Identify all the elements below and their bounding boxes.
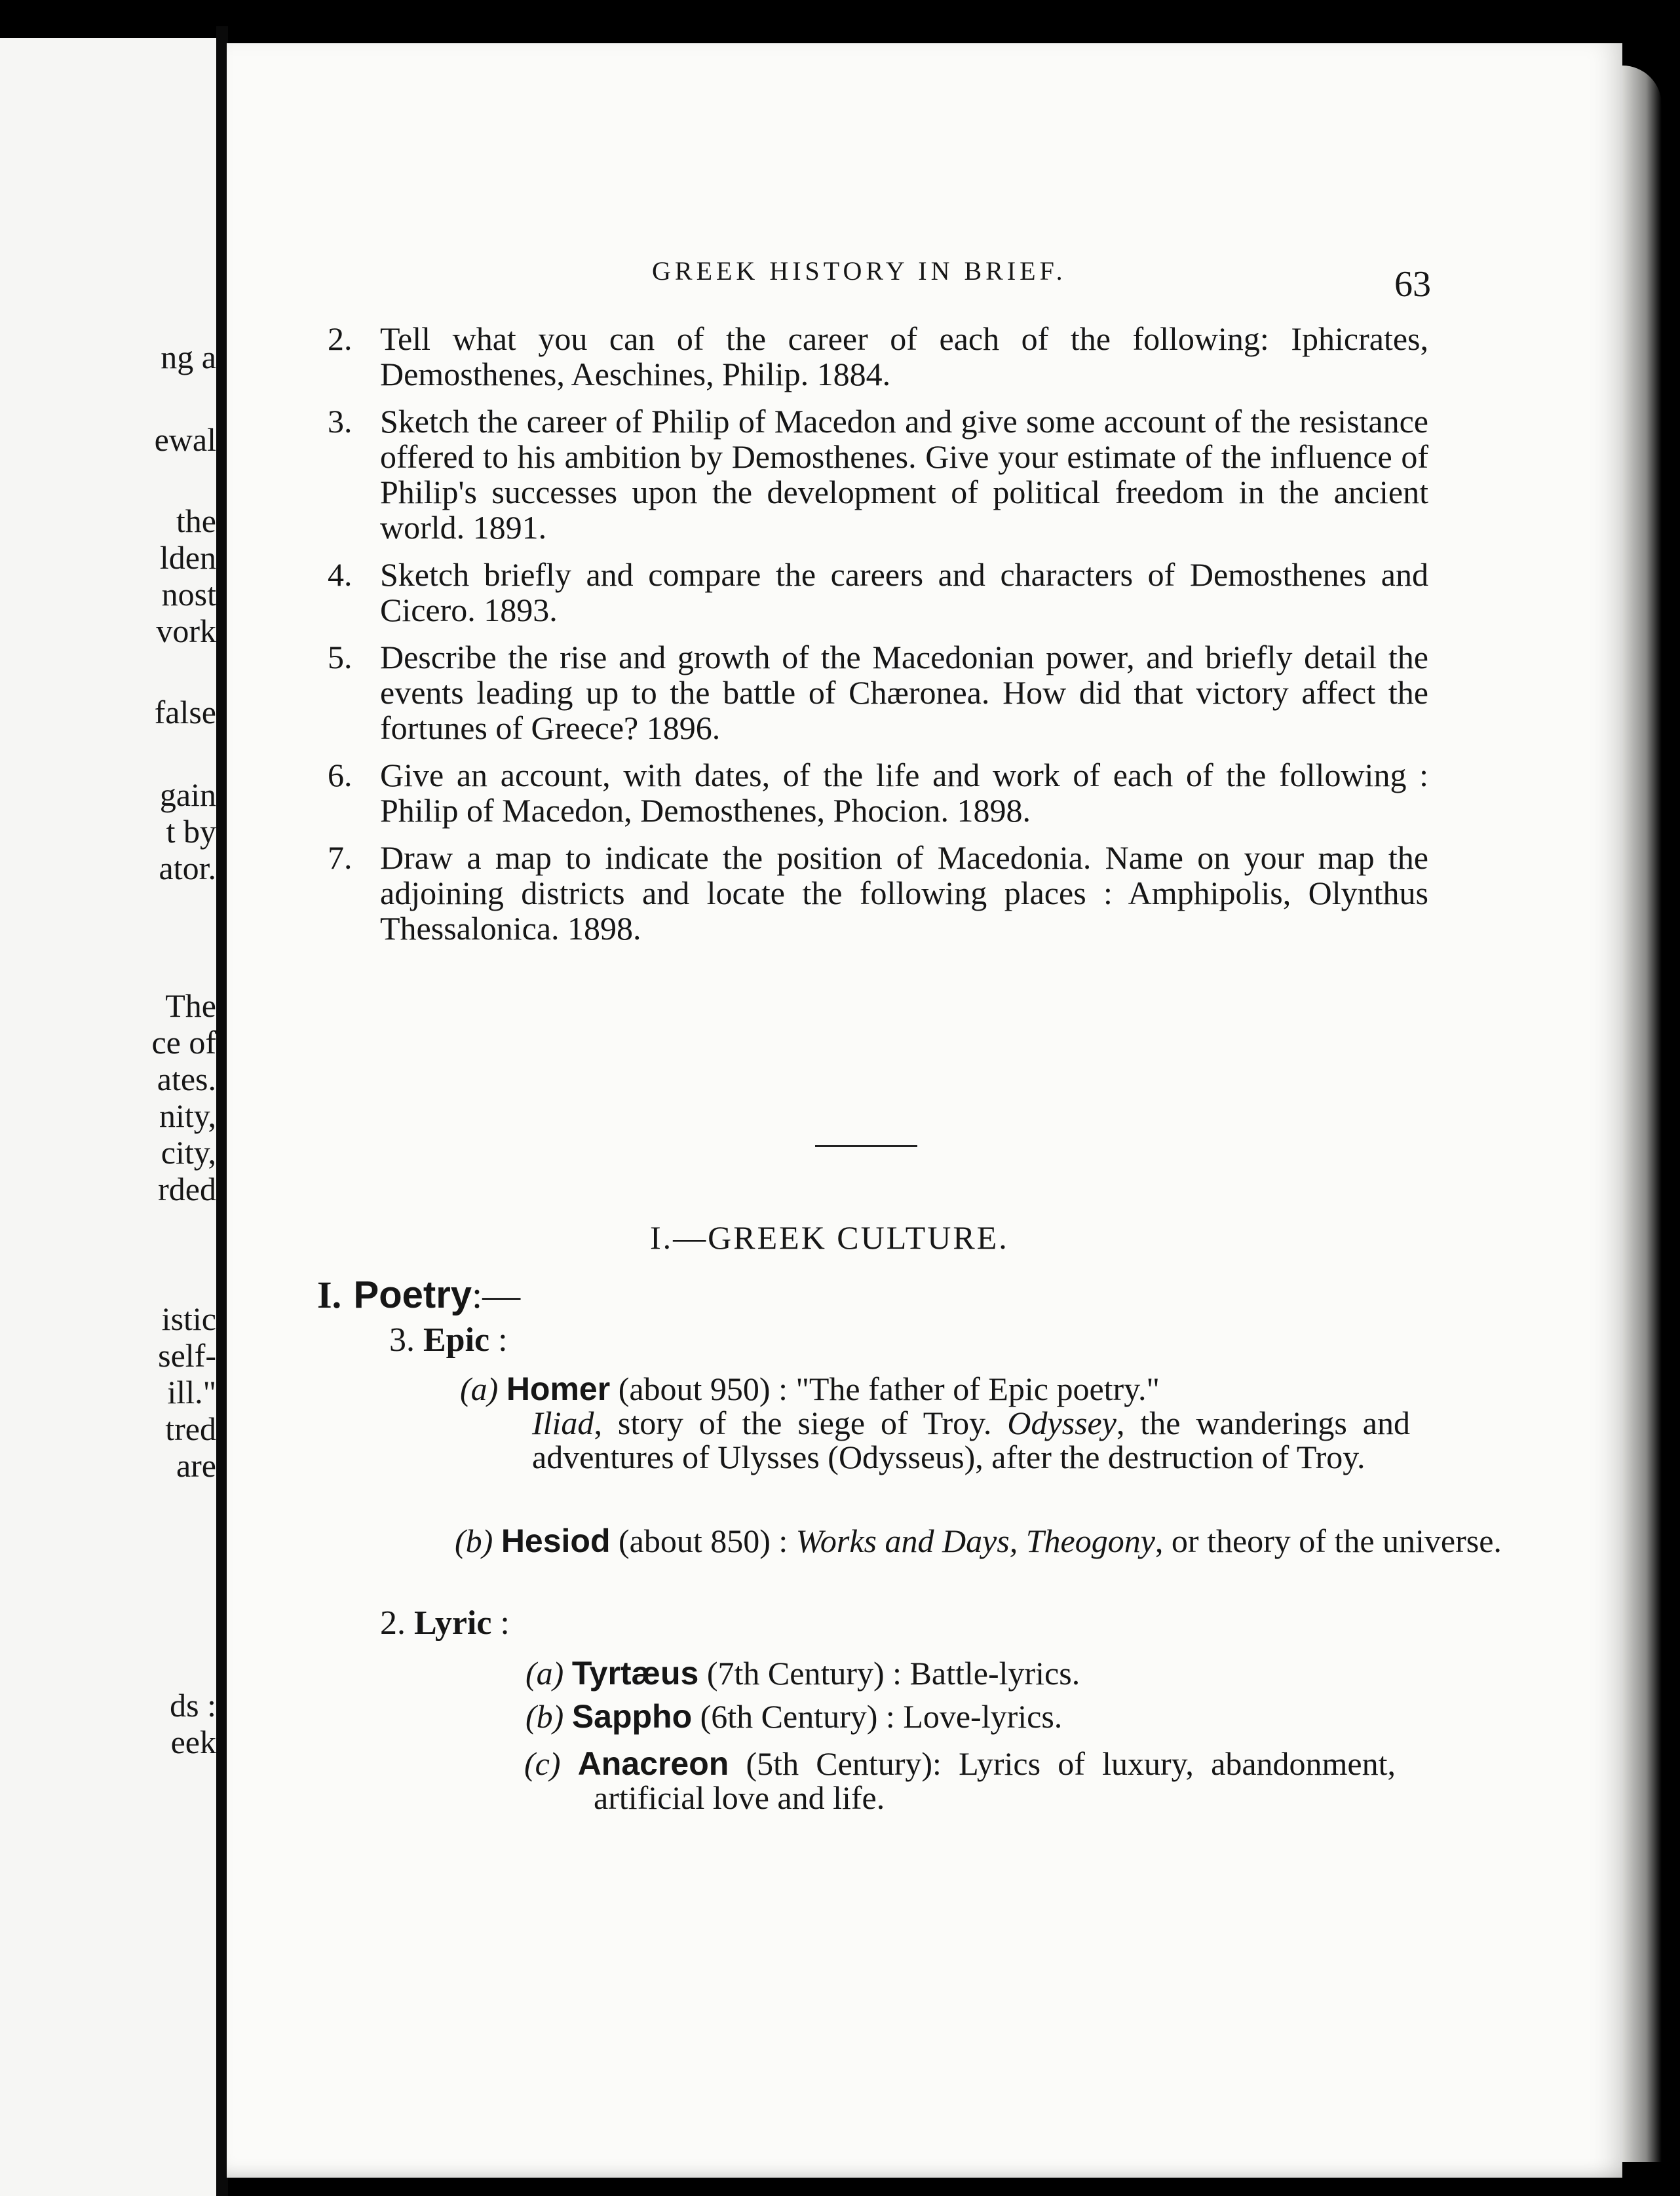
epic-heading <box>389 1321 508 1359</box>
epic-suffix: : <box>498 1321 508 1359</box>
poetry-title-suffix: :— <box>472 1274 521 1316</box>
previous-page-fragment: The <box>165 987 216 1024</box>
question-item <box>328 321 1428 392</box>
poet-name: Homer <box>506 1371 611 1407</box>
question-item <box>328 404 1428 545</box>
poet-desc: Battle-lyrics. <box>909 1655 1080 1692</box>
question-item <box>328 840 1428 946</box>
question-text: Give an account, with dates, of the life and work of each of the following : Philip of Macedon, Demosthenes, Phocion. 1898. <box>380 757 1428 829</box>
entry-marker: (c) <box>524 1745 561 1782</box>
question-text: Sketch the career of Philip of Macedon and give some account of the resistance offered to his ambition by Demosthenes. Give your estimate of the influence of Philip's successes upon the development of political freedom in the ancient world. 1891. <box>380 403 1428 546</box>
previous-page-fragment: ill." <box>167 1374 216 1410</box>
question-item <box>328 557 1428 628</box>
previous-page-fragment: ator. <box>159 850 216 886</box>
previous-page-edge <box>0 38 216 2196</box>
lyric-entry-anacreon <box>524 1747 1396 1815</box>
previous-page-fragment: gain <box>159 776 216 813</box>
previous-page-fragment: istic <box>161 1300 216 1337</box>
lyric-number: 2. <box>380 1604 406 1642</box>
previous-page-fragment: false <box>154 694 216 730</box>
lyric-heading <box>380 1604 510 1642</box>
section-heading: I.—GREEK CULTURE. <box>650 1219 1009 1256</box>
epic-number: 3. <box>389 1321 415 1359</box>
poetry-title: Poetry <box>353 1274 472 1316</box>
poet-desc: Love-lyrics. <box>903 1698 1063 1735</box>
entry-marker: (b) <box>525 1698 564 1735</box>
lyric-entry-tyrtaeus <box>525 1656 1417 1690</box>
epic-entry-hesiod <box>455 1523 1502 1559</box>
work-desc: , story of the siege of Troy. <box>594 1405 992 1441</box>
section-divider <box>815 1145 917 1147</box>
question-list <box>328 321 1428 958</box>
previous-page-fragment: nost <box>161 576 216 613</box>
work-title: Works and Days, Theogony <box>795 1523 1155 1559</box>
poet-date: (7th Century) : <box>706 1655 902 1692</box>
question-number: 3. <box>328 403 353 440</box>
previous-page-fragment: self- <box>158 1337 216 1374</box>
previous-page-fragment: ng a <box>161 339 216 375</box>
previous-page-fragment: ce of <box>151 1024 216 1061</box>
page-number: 63 <box>1394 264 1431 305</box>
lyric-suffix: : <box>500 1604 510 1642</box>
previous-page-fragment: ates. <box>157 1061 216 1097</box>
question-text: Draw a map to indicate the position of Macedonia. Name on your map the adjoining districts and locate the following places : Amphipolis, Olynthus Thessalonica. 1898. <box>380 839 1428 947</box>
poet-date: (about 850) : <box>619 1523 788 1559</box>
question-number: 6. <box>328 757 353 793</box>
epic-entry-homer <box>460 1372 1410 1474</box>
entry-marker: (b) <box>455 1523 493 1559</box>
previous-page-fragment: vork <box>156 613 216 649</box>
entry-marker: (a) <box>460 1371 499 1407</box>
question-item <box>328 757 1428 828</box>
previous-page-fragment: rded <box>158 1171 216 1207</box>
poet-date: (6th Century) : <box>700 1698 895 1735</box>
question-text: Describe the rise and growth of the Macedonian power, and briefly detail the events leading up to the battle of Chæronea. How did that victory affect the fortunes of Greece? 1896. <box>380 639 1428 746</box>
poetry-numeral: I. <box>317 1274 342 1316</box>
poet-date: (about 950) : <box>618 1371 788 1407</box>
previous-page-fragment: tred <box>165 1410 216 1447</box>
previous-page-fragment: ds : <box>170 1687 216 1724</box>
previous-page-fragment: city, <box>161 1134 216 1171</box>
poet-name: Hesiod <box>501 1523 611 1559</box>
question-item <box>328 639 1428 746</box>
entry-marker: (a) <box>525 1655 564 1692</box>
previous-page-fragment: are <box>176 1447 216 1484</box>
previous-page-fragment: ewal <box>154 421 216 458</box>
question-number: 5. <box>328 639 353 675</box>
epic-label: Epic <box>423 1321 490 1359</box>
lyric-label: Lyric <box>414 1604 492 1642</box>
question-number: 2. <box>328 320 353 357</box>
work-desc: , or theory of the universe. <box>1155 1523 1502 1559</box>
poet-quote: "The father of Epic poetry." <box>795 1371 1160 1407</box>
question-number: 4. <box>328 556 353 593</box>
work-desc: , the wanderings and adventures of Ulysses (Odysseus), after the destruction of Troy. <box>532 1405 1411 1475</box>
question-text: Sketch briefly and compare the careers and characters of Demosthenes and Cicero. 1893. <box>380 556 1428 628</box>
work-title: Iliad <box>532 1405 594 1441</box>
lyric-entry-sappho <box>525 1699 1417 1733</box>
running-head: GREEK HISTORY IN BRIEF. <box>652 256 1067 286</box>
question-text: Tell what you can of the career of each of the following: Iphicrates, Demosthenes, Aeschines, Philip. 1884. <box>380 320 1428 392</box>
previous-page-fragment: the <box>176 502 216 539</box>
poet-name: Anacreon <box>577 1745 729 1782</box>
work-title: Odyssey <box>1007 1405 1117 1441</box>
poet-date: (5th Century): <box>746 1745 942 1782</box>
page-edge-shadow <box>1622 66 1662 2162</box>
poet-desc: Lyrics of luxury, abandonment, artificial love and life. <box>594 1745 1396 1816</box>
question-number: 7. <box>328 839 353 876</box>
previous-page-fragment: nity, <box>159 1097 216 1134</box>
previous-page-fragment: lden <box>159 539 216 576</box>
previous-page-fragment: t by <box>166 813 216 850</box>
poet-name: Sappho <box>571 1698 693 1735</box>
poet-name: Tyrtæus <box>571 1655 699 1692</box>
poetry-heading <box>317 1272 520 1317</box>
previous-page-fragment: eek <box>170 1724 216 1760</box>
